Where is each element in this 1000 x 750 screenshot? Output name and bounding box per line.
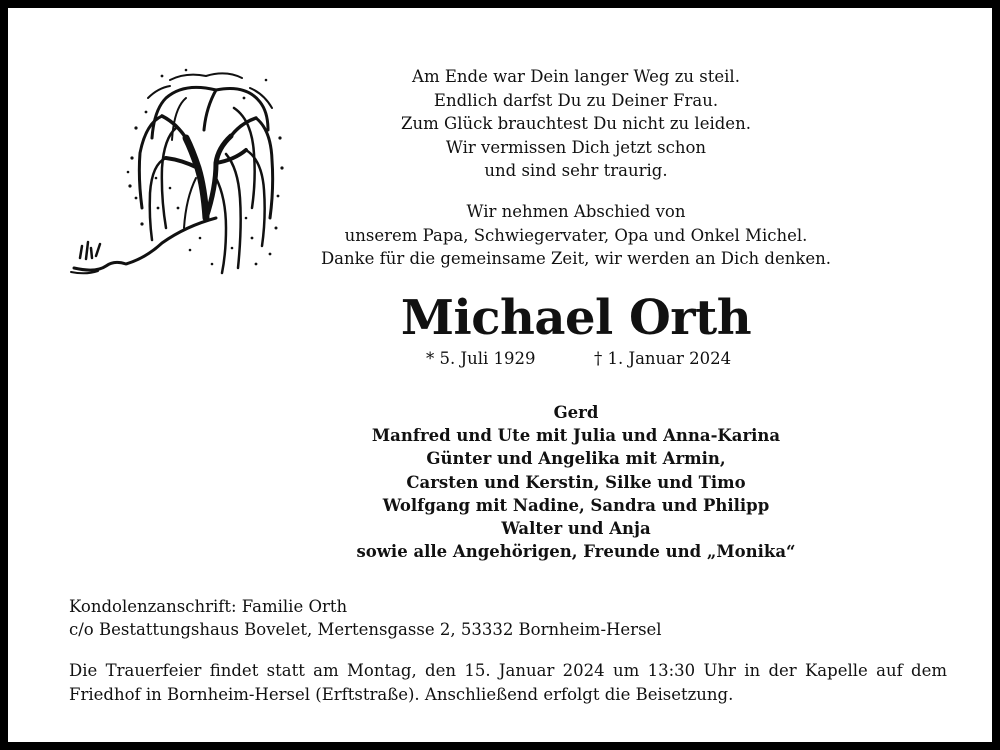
family-line: Manfred und Ute mit Julia und Anna-Karina xyxy=(371,426,781,446)
family-line: Günter und Angelika mit Armin, xyxy=(426,449,726,469)
funeral-notice: Die Trauerfeier findet statt am Montag, den 15. Januar 2024 um 13:30 Uhr in der Kapelle auf dem Friedhof in Bornheim-Hersel (Erftstraße). Anschließend erfolgt die Beisetzung. xyxy=(69,661,947,704)
poem-line: und sind sehr traurig. xyxy=(484,161,668,180)
family-list xyxy=(308,401,844,563)
deceased-name: Michael Orth xyxy=(400,290,752,346)
family-line: Gerd xyxy=(553,403,599,422)
poem-line: Am Ende war Dein langer Weg zu steil. xyxy=(412,67,740,86)
address-line: c/o Bestattungshaus Bovelet, Mertensgasse 2, 53332 Bornheim-Hersel xyxy=(69,620,662,639)
farewell-line: Wir nehmen Abschied von xyxy=(466,202,686,221)
poem-line: Zum Glück brauchtest Du nicht zu leiden. xyxy=(401,114,751,133)
family-line: sowie alle Angehörigen, Freunde und „Monika“ xyxy=(356,542,796,562)
family-line: Wolfgang mit Nadine, Sandra und Philipp xyxy=(382,495,770,515)
address-line: Kondolenzanschrift: Familie Orth xyxy=(69,597,348,616)
poem-line: Wir vermissen Dich jetzt schon xyxy=(445,137,707,157)
weeping-willow-icon xyxy=(66,68,288,278)
farewell-line: unserem Papa, Schwiegervater, Opa und Onkel Michel. xyxy=(344,225,808,245)
farewell-line: Danke für die gemeinsame Zeit, wir werden an Dich denken. xyxy=(320,249,832,268)
poem xyxy=(308,65,844,183)
family-line: Carsten und Kerstin, Silke und Timo xyxy=(406,472,746,492)
death-date: † 1. Januar 2024 xyxy=(594,349,732,368)
condolence-address xyxy=(69,595,769,641)
poem-line: Endlich darfst Du zu Deiner Frau. xyxy=(433,90,719,110)
farewell-text xyxy=(288,200,864,271)
birth-date: * 5. Juli 1929 xyxy=(426,349,536,368)
family-line: Walter und Anja xyxy=(501,519,651,539)
